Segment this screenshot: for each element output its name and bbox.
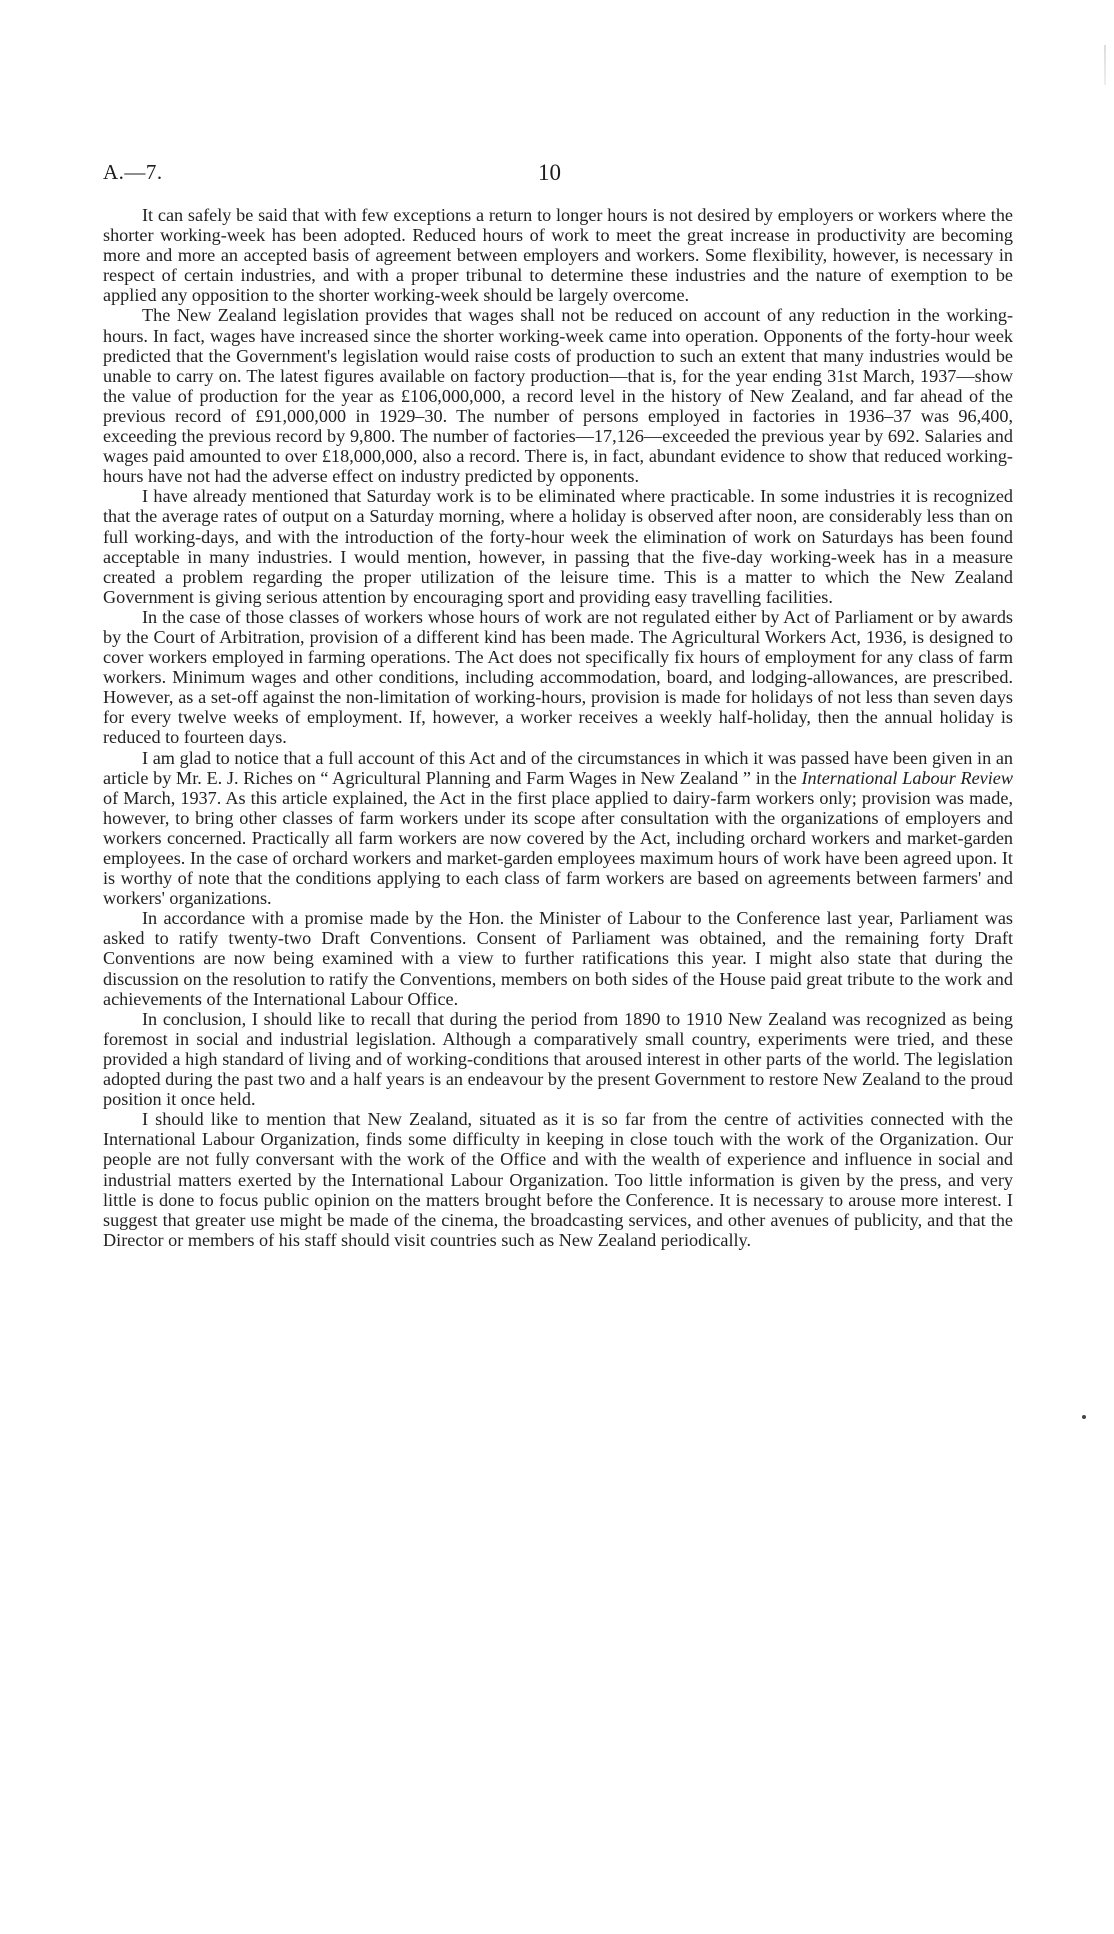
journal-title: International Labour Review <box>801 767 1013 788</box>
paragraph-1: It can safely be said that with few exceptions a return to longer hours is not desired by employers or workers where the shorter working-week has been adopted. Reduced hours of work to meet the great increase in productivity are becoming more and more an accepted basis of agreement between employers and workers. Some flexibility, however, is necessary in respect of certain industries, and with a proper tribunal to determine these industries and the nature of exemption to be applied any opposition to the shorter working-week should be largely overcome. <box>103 205 1013 306</box>
body-text <box>103 205 1013 1250</box>
paragraph-7: In conclusion, I should like to recall that during the period from 1890 to 1910 New Zealand was recognized as being foremost in social and industrial legislation. Although a comparatively small country, experiments were tried, and these provided a high standard of living and of working-conditions that aroused interest in other parts of the world. The legislation adopted during the past two and a half years is an endeavour by the present Government to restore New Zealand to the proud position it once held. <box>103 1008 1013 1110</box>
paragraph-3: I have already mentioned that Saturday work is to be eliminated where practicable. In some industries it is recognized that the average rates of output on a Saturday morning, where a holiday is observed after noon, are considerably less than on full working-days, and with the introduction of the forty-hour week the elimination of work on Saturdays has been found acceptable in many industries. I would mention, however, in passing that the five-day working-week has in a measure created a problem regarding the proper utilization of the leisure time. This is a matter to which the New Zealand Government is giving serious attention by encouraging sport and providing easy travelling facilities. <box>103 486 1013 607</box>
page-number: 10 <box>538 160 561 185</box>
scan-speck <box>1082 1415 1086 1419</box>
page-header <box>103 160 1013 190</box>
paragraph-5 <box>103 748 1013 909</box>
paragraph-2: The New Zealand legislation provides that wages shall not be reduced on account of any reduction in the working-hours. In fact, wages have increased since the shorter working-week came into operation. Opponents of the forty-hour week predicted that the Government's legislation would raise costs of production to such an extent that many industries would be unable to carry on. The latest figures available on factory production—that is, for the year ending 31st March, 1937—show the value of production for the year as £106,000,000, a record level in the history of New Zealand, and far ahead of the previous record of £91,000,000 in 1929–30. The number of persons employed in factories in 1936–37 was 96,400, exceeding the previous record by 9,800. The number of factories—17,126—exceeded the previous year by 692. Salaries and wages paid amounted to over £18,000,000, also a record. There is, in fact, abundant evidence to show that reduced working-hours have not had the adverse effect on industry predicted by opponents. <box>103 305 1013 487</box>
paragraph-5-text-after: of March, 1937. As this article explained, the Act in the first place applied to dairy-farm workers only; provision was made, however, to bring other classes of farm workers under its scope after consultation with the organizations of employers and workers concerned. Practically all farm workers are now covered by the Act, including orchard workers and market-garden employees. In the case of orchard workers and market-garden employees maximum hours of work have been agreed upon. It is worthy of note that the conditions applying to each class of farm workers are based on agreements between farmers' and workers' organizations. <box>103 787 1013 909</box>
paragraph-4: In the case of those classes of workers whose hours of work are not regulated either by Act of Parliament or by awards by the Court of Arbitration, provision of a different kind has been made. The Agricultural Workers Act, 1936, is designed to cover workers employed in farming operations. The Act does not specifically fix hours of employment for any class of farm workers. Minimum wages and other conditions, including accommodation, board, and lodging-allowances, are prescribed. However, as a set-off against the non-limitation of working-hours, provision is made for holidays of not less than seven days for every twelve weeks of employment. If, however, a worker receives a weekly half-holiday, then the annual holiday is reduced to fourteen days. <box>103 606 1013 748</box>
document-reference: A.—7. <box>103 160 163 184</box>
paragraph-5-text-before: I am glad to notice that a full account of this Act and of the circumstances in which it was passed have been given in an article by Mr. E. J. Riches on “ Agricultural Planning and Farm Wages in New Zealand ” in the <box>103 747 1013 788</box>
paragraph-6: In accordance with a promise made by the Hon. the Minister of Labour to the Conference last year, Parliament was asked to ratify twenty-two Draft Conventions. Consent of Parliament was obtained, and the remaining forty Draft Conventions are now being examined with a view to further ratifications this year. I might also state that during the discussion on the resolution to ratify the Conventions, members on both sides of the House paid great tribute to the work and achievements of the International Labour Office. <box>103 908 1013 1009</box>
paragraph-8: I should like to mention that New Zealand, situated as it is so far from the centre of activities connected with the International Labour Organization, finds some difficulty in keeping in close touch with the work of the Organization. Our people are not fully conversant with the work of the Office and with the wealth of experience and influence in social and industrial matters exerted by the International Labour Organization. Too little information is given by the press, and very little is done to focus public opinion on the matters brought before the Conference. It is necessary to arouse more interest. I suggest that greater use might be made of the cinema, the broadcasting services, and other avenues of publicity, and that the Director or members of his staff should visit countries such as New Zealand periodically. <box>103 1109 1013 1250</box>
scan-margin-mark <box>1104 45 1106 85</box>
